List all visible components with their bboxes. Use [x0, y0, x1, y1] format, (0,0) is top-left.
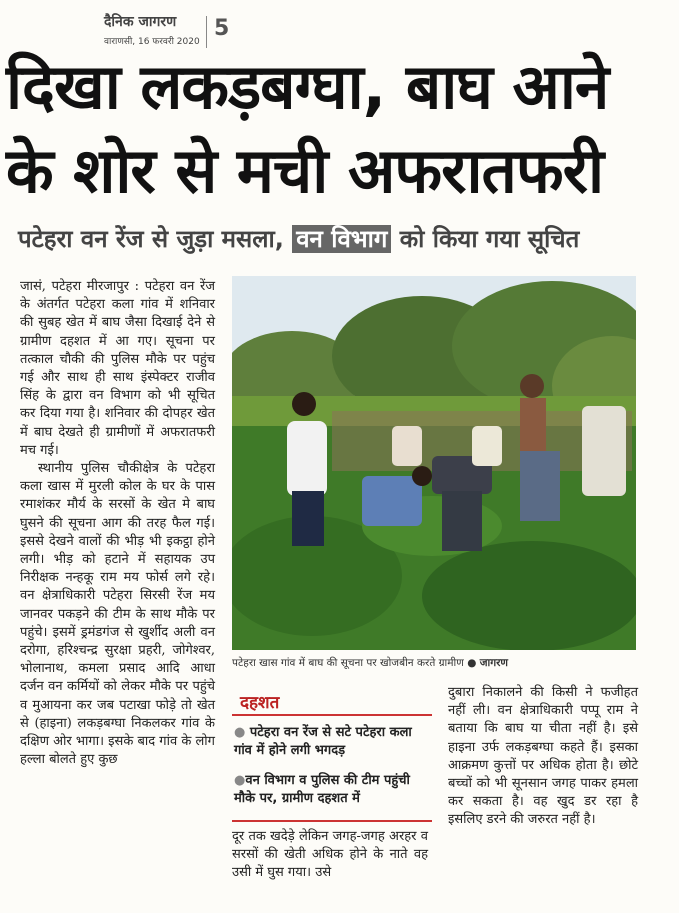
field-scene-image — [232, 276, 636, 650]
divider — [206, 16, 207, 48]
article-column-1 — [20, 278, 215, 769]
subheadline-end: को किया गया सूचित — [391, 225, 580, 253]
newspaper-logo: दैनिक जागरण — [104, 14, 177, 30]
photo-caption-text: पटेहरा खास गांव में बाघ की सूचना पर खोजबीन करते ग्रामीण — [232, 657, 464, 669]
article-column-3: दुबारा निकालने की किसी ने फजीहत नहीं ली। वन क्षेत्राधिकारी पप्पू राम ने बताया कि बाघ या चीता नहीं है। इसे हाइना उर्फ लकड़बग्घा कहते हैं। इसका आक्रमण कुत्तों पर अधिक होता है। छोटे बच्चों को भी सूनसान जगह पाकर हमला कर सकता है। वह खुद डर रहा है इसलिए डरने की जरुरत नहीं है। — [448, 685, 638, 828]
sidebar-box-title: दहशत — [240, 693, 280, 713]
bullet-icon: ● — [234, 773, 246, 788]
subheadline-highlight: वन विभाग — [292, 225, 391, 253]
sidebar-bullet-1-text: पटेहरा वन रेंज से सटे पटेहरा कला गांव में होने लगी भगदड़ — [234, 725, 412, 758]
headline-line-1: दिखा लकड़बग्घा, बाघ आने — [6, 50, 609, 123]
article-column-2: दूर तक खदेड़े लेकिन जगह-जगह अरहर व सरसों की खेती अधिक होने के नाते वह उसी में घुस गया। उसे — [232, 829, 428, 881]
sidebar-box-rule-bottom — [232, 820, 432, 822]
sidebar-box-rule-top — [232, 714, 432, 716]
subheadline-start: पटेहरा वन रेंज से जुड़ा मसला, — [18, 225, 293, 253]
sidebar-bullet-1 — [234, 724, 430, 760]
photo-credit-bullet: ● — [467, 657, 480, 669]
dateline: वाराणसी, 16 फरवरी 2020 — [104, 37, 200, 47]
sidebar-bullet-2 — [234, 772, 430, 808]
subheadline — [18, 222, 668, 255]
article-paragraph-2: स्थानीय पुलिस चौकीक्षेत्र के पटेहरा कला खास में मुरली कोल के घर के पास रमाशंकर मौर्य के सरसों के खेत मे बाघ घुसने की सूचना आग की तरह फैल गई। इससे देखने वालों की भीड़ भी इकट्ठा होने लगी। भीड़ को हटाने में सहायक उप निरीक्षक नन्हकू राम मय फोर्स लगे रहे। वन क्षेत्राधिकारी पटेहरा सिरसी रेंज मय जानवर पकड़ने की टीम के साथ मौके पर पहुंचे। इसमें ड्रमंडगंज से खुर्शीद अली वन दरोगा, हरिश्चन्द्र सुरक्षा प्रहरी, जोगेश्वर, भोलानाथ, कमला प्रसाद आदि आधा दर्जन वन कर्मियों को लेकर मौके पर पहुंचे व मुआयना कर जब पटाखा फोड़े तो खेत से (हाइना) लकड़बग्घा निकलकर गांव के दक्षिण ओर भागा। इसके बाद गांव के लोग हल्ला बोलते हुए कुछ — [20, 461, 215, 768]
masthead — [88, 10, 238, 52]
page-number: 5 — [214, 16, 230, 41]
sidebar-bullet-2-text: वन विभाग व पुलिस की टीम पहुंची मौके पर, ग्रामीण दहशत में — [234, 773, 410, 806]
headline-line-2: के शोर से मची अफरातफरी — [6, 134, 604, 207]
photo-credit: जागरण — [479, 657, 509, 669]
bullet-icon: ● — [234, 725, 250, 740]
article-paragraph-1: जासं, पटेहरा मीरजापुर : पटेहरा वन रेंज के अंतर्गत पटेहरा कला गांव में शनिवार की सुबह खेत में बाघ जैसा दिखाई देने से ग्रामीण दहशत में आ गए। सूचना पर तत्काल चौकी की पुलिस मौके पर पहुंच गई और साथ ही साथ इंस्पेक्टर राजीव सिंह के द्वारा वन विभाग को भी सूचित कर दिया गया है। शनिवार की दोपहर खेत में बाघ देखते ही ग्रामीणों में अफरातफरी मच गई। — [20, 279, 215, 458]
news-photo — [232, 276, 636, 650]
photo-caption — [232, 656, 636, 670]
